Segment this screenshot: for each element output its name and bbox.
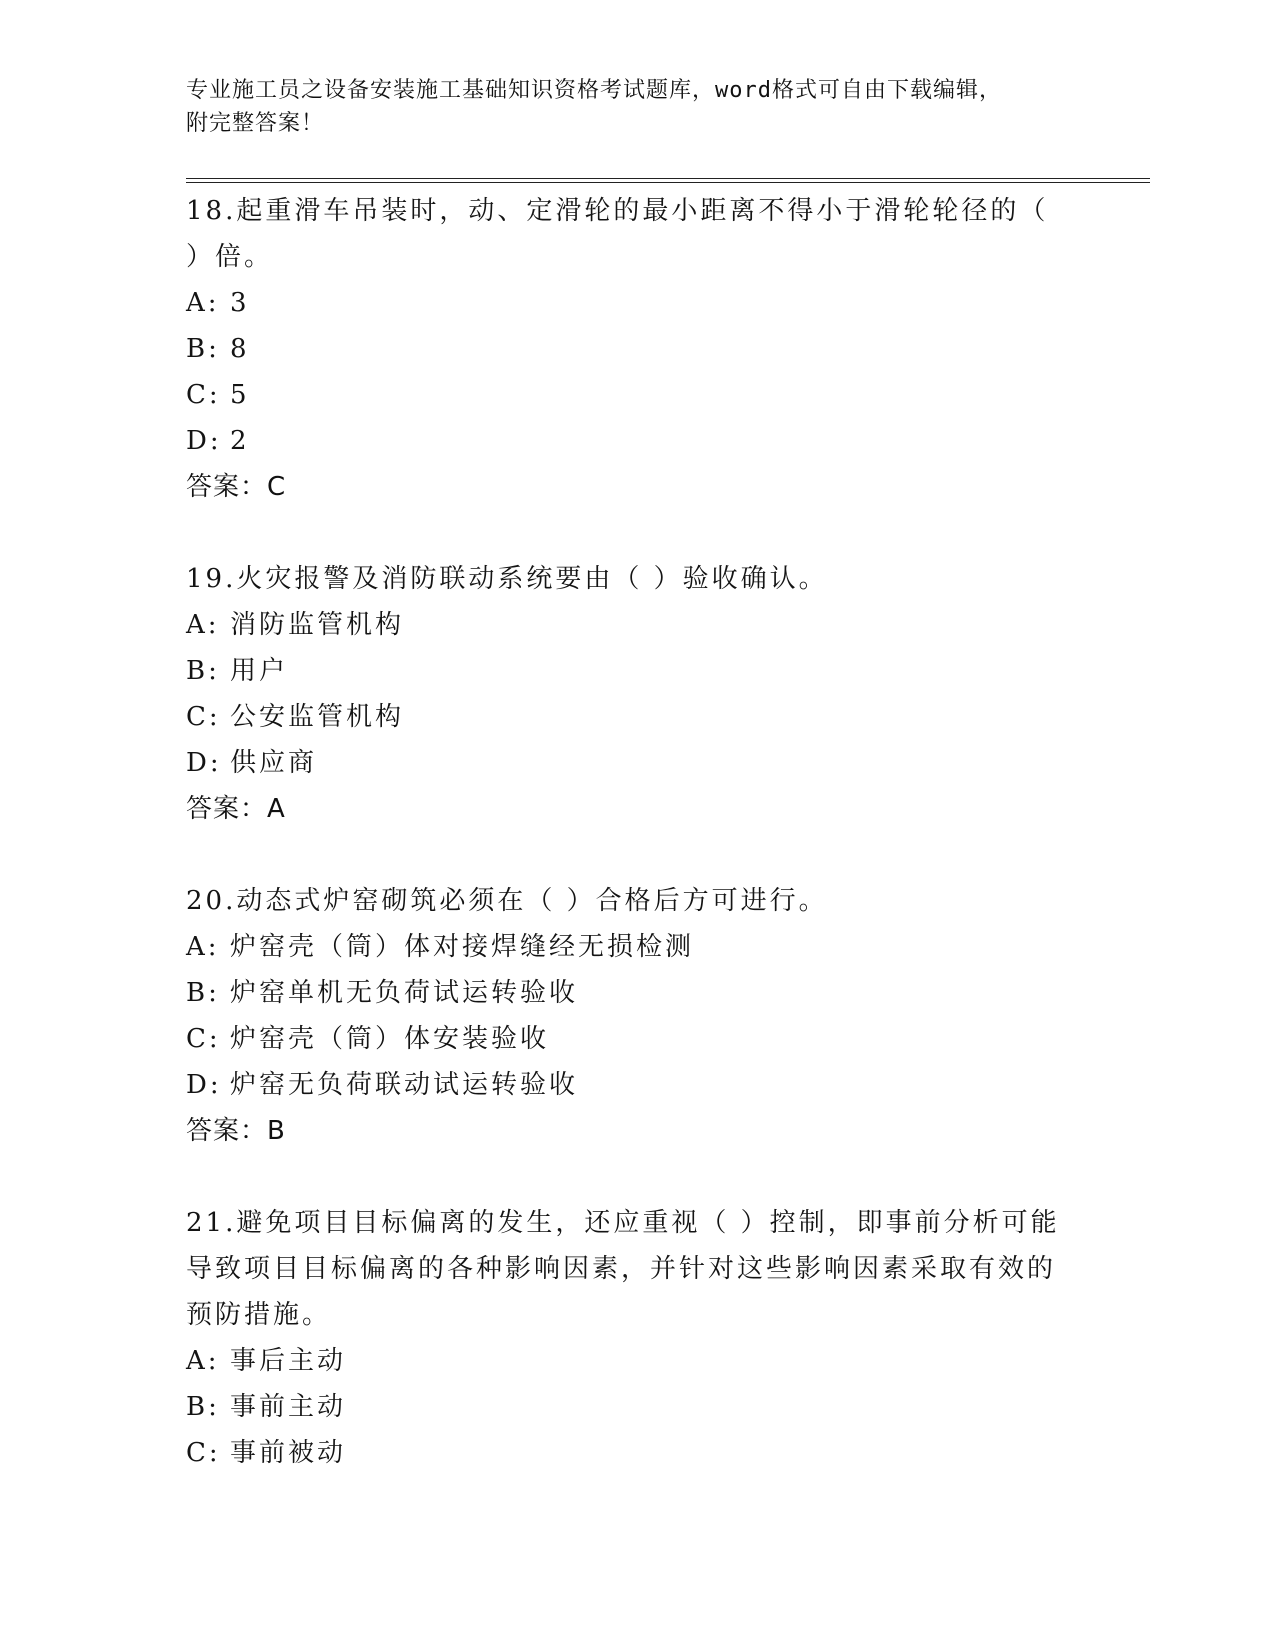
option-a (186, 924, 1066, 970)
option-key: A: (186, 610, 220, 640)
option-text: 8 (230, 334, 250, 364)
header-line-2: 附完整答案！ (186, 111, 325, 136)
option-text: 3 (230, 288, 250, 318)
option-text: 炉窑无负荷联动试运转验收 (230, 1070, 579, 1100)
question-number: 21. (186, 1208, 237, 1238)
option-text: 消防监管机构 (230, 610, 405, 640)
option-key: D: (186, 426, 222, 456)
option-text: 2 (230, 426, 250, 456)
option-key: D: (186, 748, 222, 778)
option-d (186, 740, 1066, 786)
option-key: B: (186, 978, 220, 1008)
option-key: D: (186, 1070, 222, 1100)
question-number: 19. (186, 564, 237, 594)
option-a (186, 280, 1066, 326)
question-21 (186, 1200, 1066, 1476)
option-key: C: (186, 1024, 221, 1054)
option-text: 事后主动 (230, 1346, 347, 1376)
question-number: 20. (186, 886, 237, 916)
question-20 (186, 878, 1066, 1154)
question-list (186, 188, 1066, 1476)
option-c (186, 372, 1066, 418)
option-key: C: (186, 380, 221, 410)
option-text: 炉窑壳（筒）体对接焊缝经无损检测 (230, 932, 695, 962)
header-line-1: 专业施工员之设备安装施工基础知识资格考试题库，word格式可自由下载编辑， (186, 78, 1002, 103)
spacer (186, 832, 1066, 878)
option-c (186, 1430, 1066, 1476)
header-rule-bottom (186, 182, 1150, 183)
question-text-line: 火灾报警及消防联动系统要由（ ）验收确认。 (236, 564, 828, 594)
option-text: 公安监管机构 (230, 702, 405, 732)
question-number: 18. (186, 196, 237, 226)
option-text: 事前被动 (230, 1438, 347, 1468)
spacer (186, 510, 1066, 556)
option-text: 用户 (230, 656, 289, 686)
question-text (186, 556, 1066, 602)
option-key: A: (186, 288, 220, 318)
option-key: C: (186, 702, 221, 732)
question-text-line: ）倍。 (186, 242, 274, 272)
answer-line: 答案：B (186, 1116, 286, 1146)
question-text (186, 878, 1066, 924)
option-d (186, 418, 1066, 464)
option-key: B: (186, 1392, 220, 1422)
option-a (186, 1338, 1066, 1384)
option-b (186, 648, 1066, 694)
option-text: 5 (230, 380, 250, 410)
answer-line: 答案：A (186, 794, 286, 824)
header-rule-top (186, 178, 1150, 179)
option-text: 炉窑壳（筒）体安装验收 (230, 1024, 550, 1054)
option-b (186, 970, 1066, 1016)
question-text-line: 起重滑车吊装时，动、定滑轮的最小距离不得小于滑轮轮径的（ (236, 196, 1049, 226)
option-key: C: (186, 1438, 221, 1468)
option-text: 供应商 (230, 748, 318, 778)
question-text-line: 动态式炉窑砌筑必须在（ ）合格后方可进行。 (236, 886, 828, 916)
document-header (186, 74, 1066, 140)
option-a (186, 602, 1066, 648)
spacer (186, 1154, 1066, 1200)
question-text-line: 预防措施。 (186, 1300, 332, 1330)
option-key: B: (186, 334, 220, 364)
option-text: 事前主动 (230, 1392, 347, 1422)
question-18 (186, 188, 1066, 510)
answer-line: 答案：C (186, 472, 287, 502)
option-key: B: (186, 656, 220, 686)
question-19 (186, 556, 1066, 832)
option-c (186, 694, 1066, 740)
option-b (186, 1384, 1066, 1430)
option-text: 炉窑单机无负荷试运转验收 (230, 978, 579, 1008)
question-text (186, 188, 1066, 234)
option-c (186, 1016, 1066, 1062)
option-d (186, 1062, 1066, 1108)
option-key: A: (186, 932, 220, 962)
question-text-line: 导致项目目标偏离的各种影响因素，并针对这些影响因素采取有效的 (186, 1254, 1057, 1284)
option-key: A: (186, 1346, 220, 1376)
question-text-line: 避免项目目标偏离的发生，还应重视（ ）控制，即事前分析可能 (236, 1208, 1060, 1238)
question-text (186, 1200, 1066, 1246)
option-b (186, 326, 1066, 372)
